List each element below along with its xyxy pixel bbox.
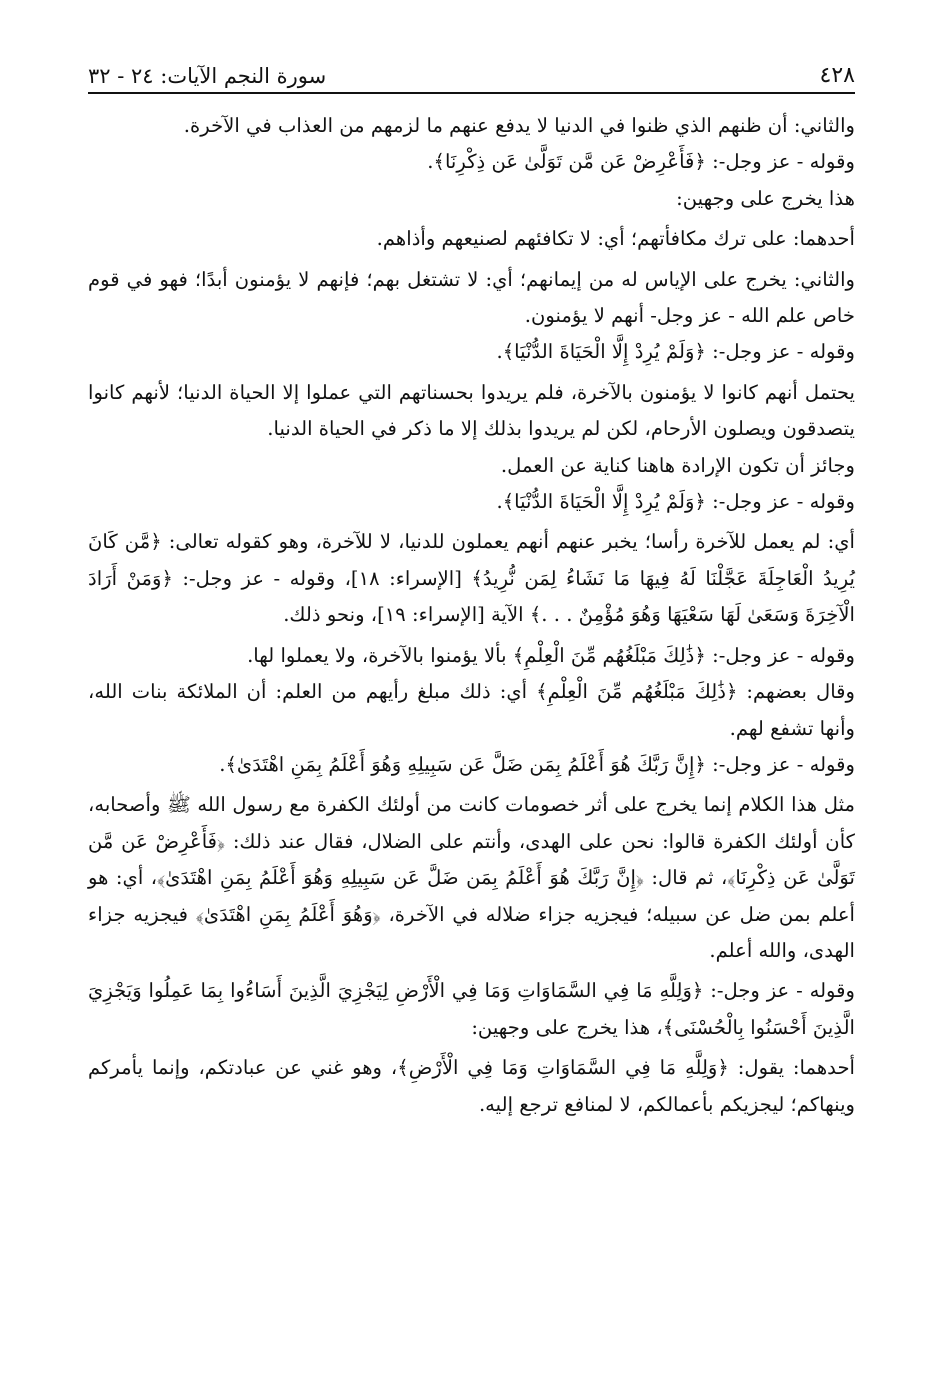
paragraph: أحدهما: يقول: ﴿وَلِلَّهِ مَا فِي السَّمَاوَاتِ وَمَا فِي الْأَرْضِ﴾، وهو غني عن عبادتكم، وإنما يأمركم وينهاكم؛ ليجزيكم بأعمالكم، لا لمنافع ترجع إليه. [88, 1056, 855, 1116]
paragraph: والثاني: يخرج على الإياس له من إيمانهم؛ أي: لا تشتغل بهم؛ فإنهم لا يؤمنون أبدًا؛ فهو في قوم خاص علم الله - عز وجل- أنهم لا يؤمنون. [88, 267, 855, 328]
paragraph: وقوله - عز وجل-: ﴿إِنَّ رَبَّكَ هُوَ أَعْلَمُ بِمَن ضَلَّ عَن سَبِيلِهِ وَهُوَ أَعْلَمُ بِمَنِ اهْتَدَىٰ﴾. [219, 752, 855, 776]
paragraph: أي: لم يعمل للآخرة رأسا؛ يخبر عنهم أنهم يعملون للدنيا، لا للآخرة، وهو كقوله تعالى: ﴿مَّن كَانَ يُرِيدُ الْعَاجِلَةَ عَجَّلْنَا لَهُ فِيهَا مَا نَشَاءُ لِمَن نُّرِيدُ﴾ [الإسراء: ١٨]، وقوله - عز وجل-: ﴿وَمَنْ أَرَادَ الْآخِرَةَ وَسَعَىٰ لَهَا سَعْيَهَا وَهُوَ مُؤْمِنٌ . . .﴾ الآية [الإسراء: ١٩]، ونحو ذلك. [88, 530, 856, 627]
paragraph: وقوله - عز وجل-: ﴿وَلَمْ يُرِدْ إِلَّا الْحَيَاةَ الدُّنْيَا﴾. [496, 490, 855, 514]
paragraph: وقوله - عز وجل-: ﴿ذَٰلِكَ مَبْلَغُهُم مِّنَ الْعِلْمِ﴾ بألا يؤمنوا بالآخرة، ولا يعملوا لها. [247, 643, 855, 667]
paragraph: مثل هذا الكلام إنما يخرج على أثر خصومات كانت من أولئك الكفرة مع رسول الله ﷺ وأصحابه، كأن أولئك الكفرة قالوا: نحن على الهدى، وأنتم على الضلال، فقال عند ذلك: ﴿فَأَعْرِضْ عَن مَّن تَوَلَّىٰ عَن ذِكْرِنَا﴾، ثم قال: ﴿إِنَّ رَبَّكَ هُوَ أَعْلَمُ بِمَن ضَلَّ عَن سَبِيلِهِ وَهُوَ أَعْلَمُ بِمَنِ اهْتَدَىٰ﴾، أي: هو أعلم بمن ضل عن سبيله؛ فيجزيه جزاء ضلاله في الآخرة، ﴿وَهُوَ أَعْلَمُ بِمَنِ اهْتَدَىٰ﴾ فيجزيه جزاء الهدى، والله أعلم. [88, 793, 855, 962]
running-title: سورة النجم الآيات: ٢٤ - ٣٢ [88, 64, 327, 88]
paragraph: هذا يخرج على وجهين: [676, 186, 855, 210]
page-number: ٤٢٨ [819, 63, 855, 88]
paragraph: وقوله - عز وجل-: ﴿فَأَعْرِضْ عَن مَّن تَوَلَّىٰ عَن ذِكْرِنَا﴾. [427, 150, 855, 174]
paragraph: وقوله - عز وجل-: ﴿وَلِلَّهِ مَا فِي السَّمَاوَاتِ وَمَا فِي الْأَرْضِ لِيَجْزِيَ الَّذِينَ أَسَاءُوا بِمَا عَمِلُوا وَيَجْزِيَ الَّذِينَ أَحْسَنُوا بِالْحُسْنَى﴾، هذا يخرج على وجهين: [88, 979, 855, 1039]
paragraph: وجائز أن تكون الإرادة هاهنا كناية عن العمل. [500, 453, 855, 477]
paragraph: والثاني: أن ظنهم الذي ظنوا في الدنيا لا يدفع عنهم ما لزمهم من العذاب في الآخرة. [183, 114, 855, 137]
paragraph: يحتمل أنهم كانوا لا يؤمنون بالآخرة، فلم يريدوا بحسناتهم التي عملوا إلا الحياة الدنيا؛ لأنهم كانوا يتصدقون ويصلون الأرحام، لكن لم يريدوا بذلك إلا ما ذكر في الحياة الدنيا. [88, 380, 856, 441]
paragraph: أحدهما: على ترك مكافأتهم؛ أي: لا تكافئهم لصنيعهم وأذاهم. [376, 227, 855, 251]
paragraph: وقال بعضهم: ﴿ذَٰلِكَ مَبْلَغُهُم مِّنَ الْعِلْمِ﴾ أي: ذلك مبلغ رأيهم من العلم: أن الملائكة بنات الله، وأنها تشفع لهم. [88, 680, 855, 740]
paragraph: وقوله - عز وجل-: ﴿وَلَمْ يُرِدْ إِلَّا الْحَيَاةَ الدُّنْيَا﴾. [496, 340, 855, 364]
page-header [88, 56, 855, 94]
page-body [88, 108, 855, 1123]
